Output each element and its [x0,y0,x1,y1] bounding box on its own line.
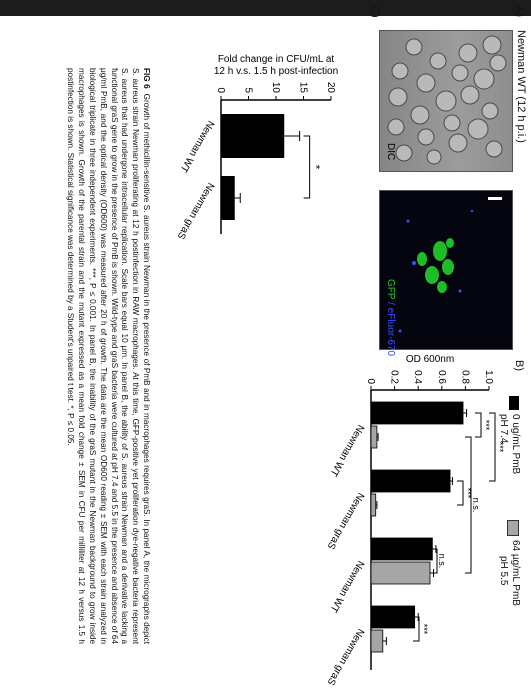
bar [371,606,415,628]
fluorescence-cells-image [380,191,512,349]
legend-sub-1: pH 5.5 [498,556,509,586]
bar [371,402,463,424]
y-tick-label: 0 [365,378,376,384]
legend-label-0: 0 ug/mL PmB [510,414,521,475]
x-tick-label: Newman graS [174,180,216,241]
y-tick-label: 1.0 [483,370,494,384]
significance-label: *** [419,623,429,635]
bar [371,494,376,516]
y-tick-label: 10 [270,81,281,93]
y-tick-label: 0 [215,87,226,93]
dic-label: DIC [385,143,396,161]
y-axis-label: OD 600nm [405,354,455,365]
significance-label: n.s. [437,553,447,569]
panel-a-title: Newman WT (12 h p.i.) [515,30,527,143]
significance-label: n.s. [471,497,481,513]
significance-label: *** [495,441,505,453]
y-tick-label: 15 [297,81,309,93]
channel-separator: / [385,299,396,308]
dic-cells-image [380,31,512,171]
legend-swatch-1 [507,520,519,536]
gfp-label: GFP [385,279,396,300]
y-axis-label-line1: Fold change in CFU/mL at [217,54,335,65]
bar [371,470,450,492]
caption-text: Growth of methicillin-sensitive S. aureus strain Newman in the presence of PmB and in macrophages requires graS. In panel A, the micrographs depict S. aureus strain Newman proliferating at 12 h postinfection in RAW macrophages. At this time, GFP-positive yet proliferation dye-negative bacteria represent S. aureus that had undergone intracellular replication. Scale bars equal 10 μm. In panel B, the ability of S. aureus strain Newman and a derivative lacking a functional graS gene to grow in the presence of PmB is shown. Wild-type and graS bacteria were cultured at pH 7.4 and 5.5 in the presence and absence of 64 μg/ml PmB, and the optical density (OD600) was measured after 20 h of growth. The data are the mean OD600 reading ± SEM with each strain analyzed in biological triplicate in three independent experiments. ***, P ≤ 0.001. In panel B, the inability of the graS mutant in the Newman background to grow inside macrophages is shown. Growth of the parental strain and the mutant expressed as a mean fold change ± SEM in CFU per milliliter at 12 h versus 1.5 h postinfection is shown. Statistical significance was determined by a Student's unpaired t test. *, P ≤ 0.05. [66,68,151,644]
fluorescence-micrograph [379,190,513,357]
x-tick-label: Newman WT [327,422,366,479]
x-tick-label: Newman WT [327,558,366,615]
caption-fig-label: FIG 6 [142,68,151,89]
x-tick-label: Newman WT [177,118,216,175]
y-tick-label: 5 [242,87,254,93]
bar [221,176,235,220]
significance-label: *** [481,419,491,431]
y-tick-label: 0.8 [459,370,471,384]
chart-c [157,4,371,244]
legend-sub-0: pH 7.4 [498,414,509,444]
x-tick-label: Newman graS [324,626,366,687]
panel-b-letter: B) [513,360,525,371]
y-tick-label: 0.6 [435,370,447,384]
y-tick-label: 20 [325,81,336,93]
dic-micrograph [379,30,513,172]
x-tick-label: Newman graS [324,490,366,551]
fluorescence-channel-label [385,279,396,356]
efluor-label: eFluor-670 [385,307,396,357]
panel-c-letter: C) [369,6,381,18]
y-axis-label-line2: 12 h v.s. 1.5 h post-infection [213,66,339,77]
y-tick-label: 0.4 [412,370,424,384]
legend-swatch-0 [509,396,519,410]
panel-a-letter: A) [513,6,525,17]
bar [371,562,430,584]
significance-label: * [309,164,322,170]
y-tick-label: 0.2 [388,370,400,384]
significance-label: *** [463,487,473,499]
figure-caption [65,68,151,644]
legend-label-1: 64 µg/mL PmB [510,540,521,606]
bar [371,630,383,652]
bar [371,426,377,448]
bar [371,538,432,560]
bar [221,114,284,158]
